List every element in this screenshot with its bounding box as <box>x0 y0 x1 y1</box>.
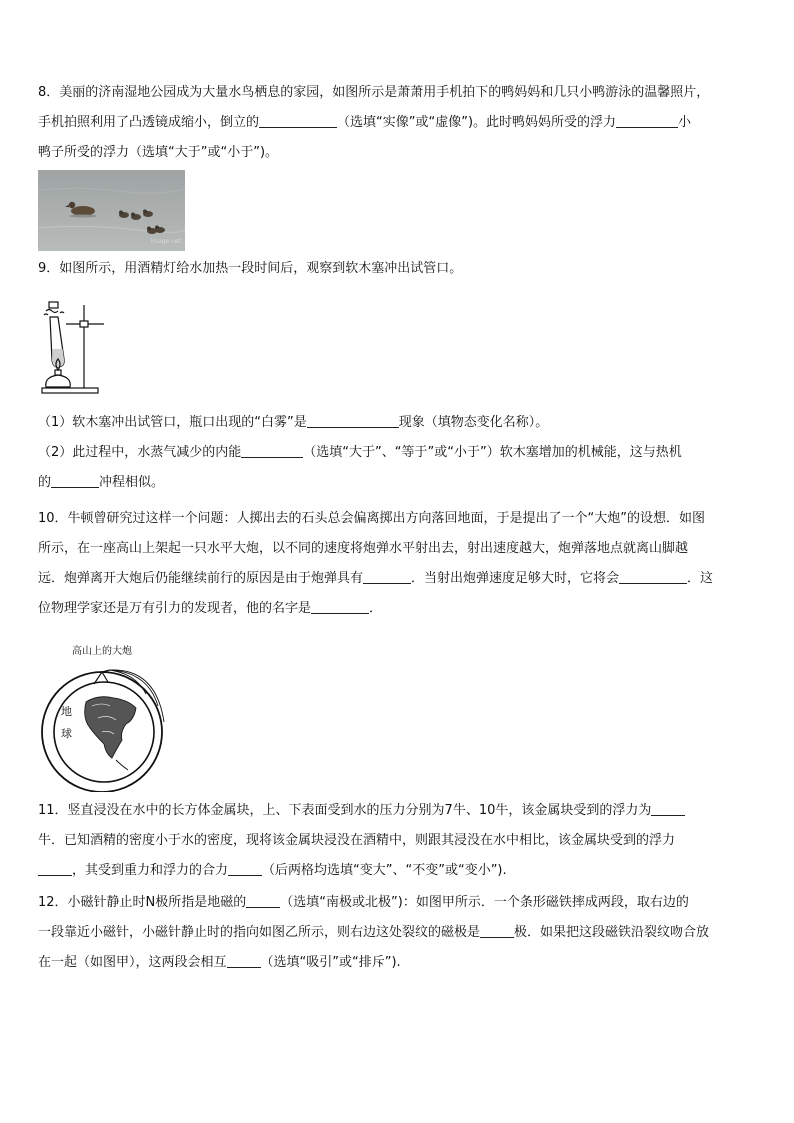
q9-sub-1-part-a: （1）软木塞冲出试管口，瓶口出现的“白雾”是 <box>38 415 307 430</box>
q10-line-3 <box>38 564 758 594</box>
q10-blank-1[interactable] <box>363 569 411 584</box>
q8-line-3: 鸭子所受的浮力（选填“大于”或“小于”)。 <box>38 145 279 160</box>
q9-sub-2-part-c: 的 <box>38 475 52 490</box>
q11-line-3 <box>38 856 758 886</box>
test-tube-apparatus-figure <box>36 297 108 397</box>
earth-label-1: 地 <box>61 705 72 718</box>
question-11 <box>38 796 758 886</box>
q12-blank-3[interactable] <box>227 953 261 968</box>
q10-line-3-part-a: 远．炮弹离开大炮后仍能继续前行的原因是由于炮弹具有 <box>38 571 364 586</box>
q12-line-1-part-a: 12．小磁针静止时N极所指是地磁的 <box>38 895 247 910</box>
earth-label-2: 球 <box>61 727 72 740</box>
q10-line-4-part-b: ． <box>369 601 383 616</box>
newton-cannon-figure <box>36 642 171 792</box>
q12-line-2-part-a: 一段靠近小磁针，小磁针静止时的指向如图乙所示，则右边这处裂纹的磁极是 <box>38 925 481 940</box>
q12-line-2-part-b: 极．如果把这段磁铁沿裂纹吻合放 <box>514 925 710 940</box>
q9-sub-2-part-d: 冲程相似。 <box>99 475 165 490</box>
q12-line-3-part-b: （选填“吸引”或“排斥”). <box>260 955 401 970</box>
q8-line-2-part-b: （选填“实像”或“虚像”)。此时鸭妈妈所受的浮力 <box>337 115 617 130</box>
duck-photo <box>38 170 185 251</box>
q11-blank-2[interactable] <box>38 861 72 876</box>
q10-line-1: 10．牛顿曾研究过这样一个问题：人掷出去的石头总会偏离掷出方向落回地面，于是提出了一个“大炮”的设想．如图 <box>38 511 706 526</box>
q11-line-3-part-a: ，其受到重力和浮力的合力 <box>72 863 229 878</box>
photo-watermark: Image.net <box>150 238 181 245</box>
question-9-subparts <box>38 408 758 498</box>
q9-sub-2 <box>38 438 758 468</box>
q11-blank-1[interactable] <box>651 801 685 816</box>
q8-blank-1[interactable] <box>259 113 337 128</box>
q10-line-3-part-b: ．当射出炮弹速度足够大时，它将会 <box>411 571 620 586</box>
q12-blank-1[interactable] <box>246 893 280 908</box>
q9-blank-2[interactable] <box>241 443 303 458</box>
question-12 <box>38 888 758 978</box>
q9-sub-2-part-a: （2）此过程中，水蒸气减少的内能 <box>38 445 242 460</box>
q9-line-1: 9．如图所示，用酒精灯给水加热一段时间后，观察到软木塞冲出试管口。 <box>38 261 463 276</box>
q12-line-1-part-b: （选填“南极或北极”)：如图甲所示．一个条形磁铁摔成两段，取右边的 <box>280 895 689 910</box>
q8-line-2-part-a: 手机拍照利用了凸透镜成缩小，倒立的 <box>38 115 260 130</box>
q10-blank-3[interactable] <box>311 599 369 614</box>
q9-sub-1-part-b: 现象（填物态变化名称）。 <box>398 415 549 430</box>
q11-line-1 <box>38 796 758 826</box>
cannon-earth-drawing <box>36 642 171 792</box>
question-8 <box>38 78 758 168</box>
q10-line-4-part-a: 位物理学家还是万有引力的发现者，他的名字是 <box>38 601 312 616</box>
q9-blank-1[interactable] <box>307 413 399 428</box>
q9-sub-3 <box>38 468 758 498</box>
q8-line-2 <box>38 108 758 138</box>
q10-line-3-part-c: ．这 <box>687 571 714 586</box>
q12-blank-2[interactable] <box>480 923 514 938</box>
q11-line-1-part-a: 11．竖直浸没在水中的长方体金属块，上、下表面受到水的压力分别为7牛、10牛，该金属块受到的浮力为 <box>38 803 652 818</box>
q12-line-3 <box>38 948 758 978</box>
q12-line-1 <box>38 888 758 918</box>
q9-blank-3[interactable] <box>51 473 99 488</box>
q8-line-2-part-c: 小 <box>678 115 692 130</box>
q10-line-2: 所示，在一座高山上架起一只水平大炮，以不同的速度将炮弹水平射出去，射出速度越大，炮弹落地点就离山脚越 <box>38 541 689 556</box>
q10-blank-2[interactable] <box>619 569 687 584</box>
question-10 <box>38 504 758 624</box>
q12-line-2 <box>38 918 758 948</box>
q8-line-1: 8．美丽的济南湿地公园成为大量水鸟栖息的家园，如图所示是萧萧用手机拍下的鸭妈妈和几只小鸭游泳的温馨照片， <box>38 85 710 100</box>
question-9 <box>38 254 758 284</box>
q11-line-3-part-b: （后两格均选填“变大”、“不变”或“变小”). <box>262 863 507 878</box>
q12-line-3-part-a: 在一起（如图甲），这两段会相互 <box>38 955 227 970</box>
q8-blank-2[interactable] <box>616 113 678 128</box>
apparatus-drawing <box>36 297 108 397</box>
q11-blank-3[interactable] <box>228 861 262 876</box>
q11-line-2: 牛．已知酒精的密度小于水的密度，现将该金属块浸没在酒精中，则跟其浸没在水中相比，该金属块受到的浮力 <box>38 833 676 848</box>
q9-sub-1 <box>38 408 758 438</box>
q10-line-4 <box>38 594 758 624</box>
q9-sub-2-part-b: （选填“大于”、“等于”或“小于”）软木塞增加的机械能，这与热机 <box>303 445 682 460</box>
figure-title: 高山上的大炮 <box>72 646 132 657</box>
